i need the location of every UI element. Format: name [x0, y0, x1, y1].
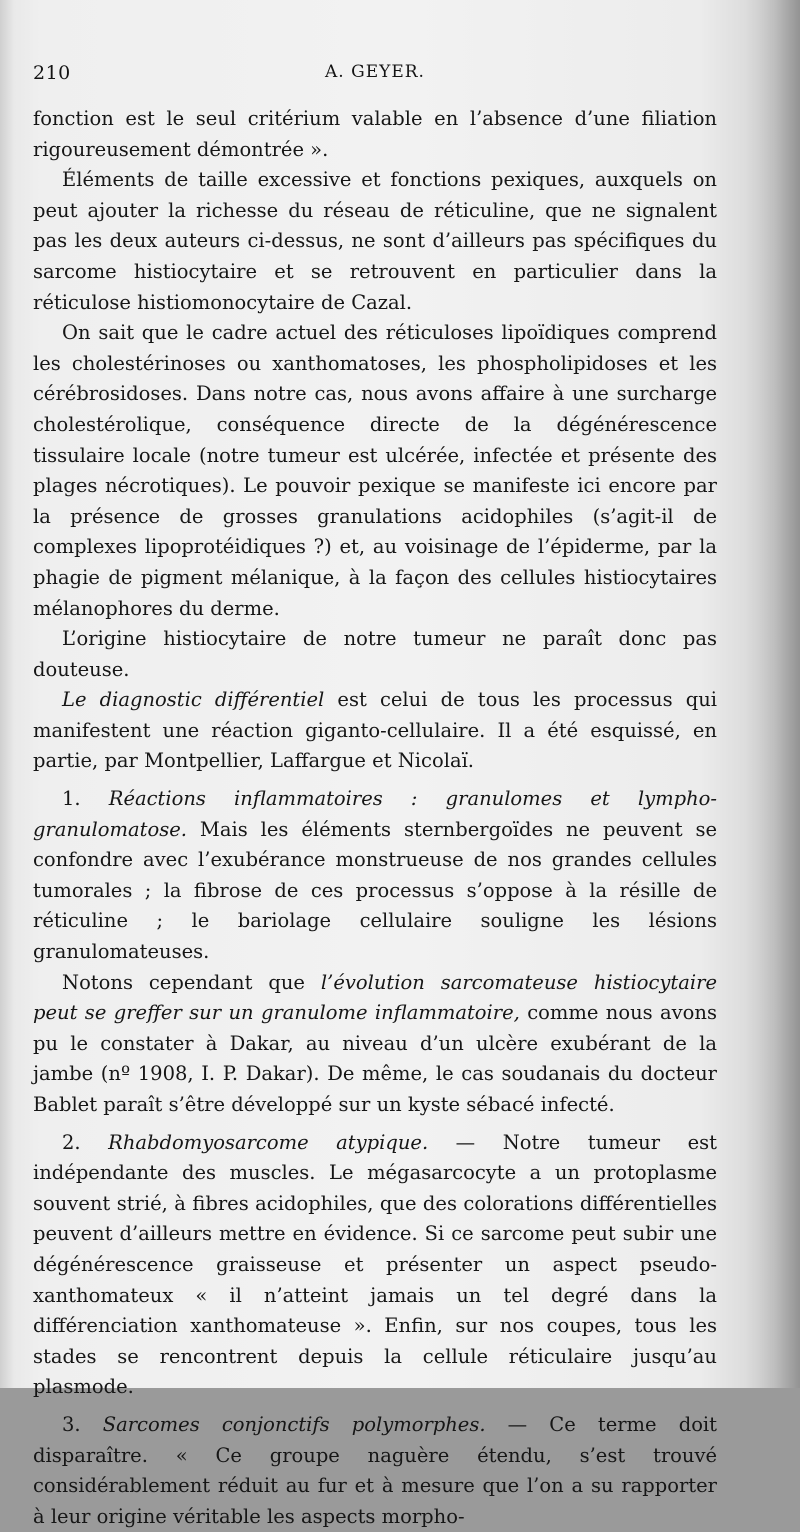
paragraph [33, 968, 717, 1121]
paragraph-text: Mais les éléments sternbergoïdes ne peuvent se confondre avec l’exubérance monstrueuse de nos grandes cellules tumorales ; la fibrose de ces processus s’oppose à la résille de réticuline ; le bariolage cellulaire souligne les lésions granulomateuses. [33, 817, 717, 964]
italic-phrase: l’évolution sarcomateuse histiocytaire peut se greffer sur un granulome inflammatoire, [33, 970, 717, 1025]
paragraph-continuation [33, 104, 717, 165]
paragraph [33, 624, 717, 685]
page-gutter-shadow [745, 0, 800, 1388]
paragraph-text: On sait que le cadre actuel des réticuloses lipoïdiques comprend les cholestérinoses ou xanthomatoses, les phospholipidoses et les cérébrosidoses. Dans notre cas, nous avons affaire à une surcharge cholestérolique, conséquence directe de la dégénérescence tissulaire locale (notre tumeur est ulcérée, infectée et présente des plages nécrotiques). Le pouvoir pexique se manifeste ici encore par la présence de grosses granulations acidophiles (s’agit-il de complexes lipoprotéidiques ?) et, au voisinage de l’épiderme, par la phagie de pigment mélanique, à la façon des cellules histiocytaires mélanophores du derme. [33, 321, 717, 620]
italic-term: Le diagnostic différentiel [62, 688, 325, 712]
paragraph-text: Éléments de taille excessive et fonctions pexiques, auxquels on peut ajouter la richesse du réseau de réticuline, que ne signalent pas les deux auteurs ci-dessus, ne sont d’ailleurs pas spécifiques du sarcome histiocytaire et se retrouvent en particulier dans la réticulose histiomonocytaire de Cazal. [33, 168, 717, 314]
page-number: 210 [33, 62, 71, 84]
paragraph-text: comme nous avons pu le constater à Dakar, au niveau d’un ulcère exubérant de la jambe (nº 1908, I. P. Dakar). De même, le cas soudanais du docteur Bablet paraît s’être développé sur un kyste sébacé infecté. [33, 1001, 717, 1116]
paragraph-text: L’origine histiocytaire de notre tumeur ne paraît donc pas douteuse. [33, 627, 717, 681]
paragraph-text: — Notre tumeur est indépendante des muscles. Le mégasarcocyte a un protoplasme souvent strié, à fibres acidophiles, que des colorations différentielles peuvent d’ailleurs mettre en évidence. Si ce sarcome peut subir une dégénérescence graisseuse et présenter un aspect pseudo-xanthomateux « il n’atteint jamais un tel degré dans la différenciation xanthomateuse ». Enfin, sur nos coupes, tous les stades se rencontrent depuis la cellule réticulaire jusqu’au plasmode. [33, 1130, 717, 1399]
paragraph-lead: Notons cependant que [62, 970, 321, 994]
section-number: 1. [62, 787, 109, 811]
numbered-paragraph [33, 784, 717, 968]
italic-heading: Rhabdomyosarcome atypique. [108, 1130, 429, 1154]
italic-heading: Sarcomes conjonctifs polymorphes. [102, 1412, 486, 1436]
paragraph-text: est celui de tous les processus qui manifestent une réaction giganto-cellulaire. Il a été esquissé, en partie, par Montpellier, Laffargue et Nicolaï. [33, 688, 718, 773]
running-head: A. GEYER. [325, 62, 425, 82]
paragraph [33, 165, 717, 318]
body-text [33, 104, 717, 1532]
page-header [33, 62, 717, 92]
paragraph-text: fonction est le seul critérium valable en l’absence d’une filiation rigoureusement démontrée ». [33, 107, 717, 161]
paragraph [33, 318, 717, 624]
section-number: 2. [62, 1130, 109, 1154]
paragraph-text: — Ce terme doit disparaître. « Ce groupe naguère étendu, s’est trouvé considérablement réduit au fur et à mesure que l’on a su rapporter à leur origine véritable les aspects morpho- [33, 1412, 718, 1528]
paragraph [33, 685, 717, 777]
section-number: 3. [62, 1412, 103, 1436]
numbered-paragraph [33, 1410, 717, 1532]
italic-heading: Réactions inflammatoires : granulomes et lympho-granulomatose. [33, 787, 717, 841]
numbered-paragraph [33, 1128, 717, 1403]
